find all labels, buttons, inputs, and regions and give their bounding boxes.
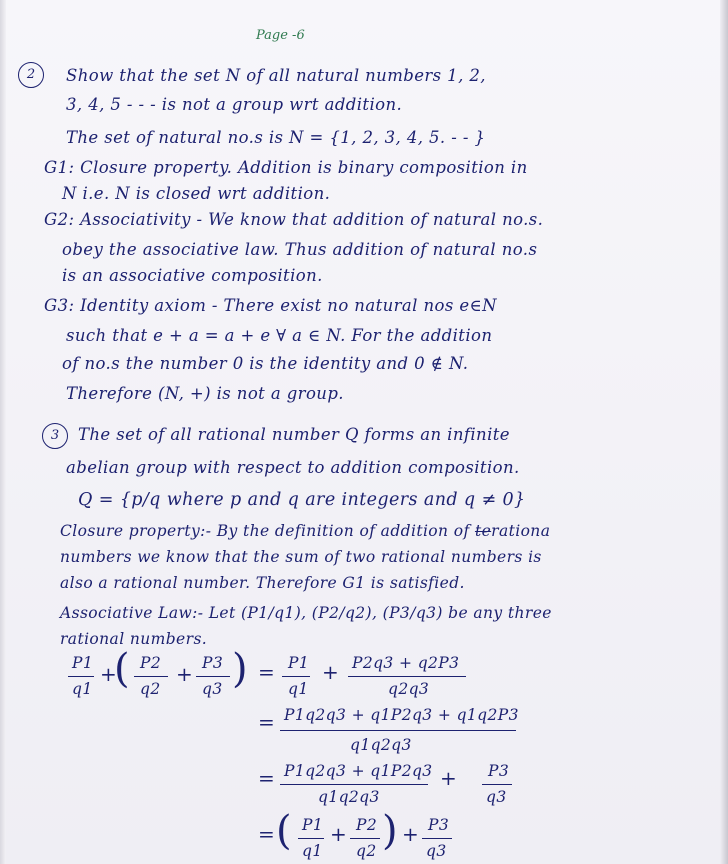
combined-numerator: P1q2q3 + q1P2q3 + q1q2P3 bbox=[284, 706, 519, 724]
q3-associative-line-1: Associative Law:- Let (P1/q1), (P2/q2), (P3/q3) be any three bbox=[60, 604, 552, 622]
fraction-bar bbox=[298, 838, 324, 839]
page-label: Page -6 bbox=[256, 28, 305, 43]
question-3-number: 3 bbox=[42, 423, 68, 449]
frac-q1-denominator: q1 bbox=[72, 680, 93, 698]
q2-set-definition: The set of natural no.s is N = {1, 2, 3, 4, 5. - - } bbox=[66, 128, 486, 147]
combined-denominator: q1q2q3 bbox=[350, 736, 412, 754]
split-numerator: P1q2q3 + q1P2q3 bbox=[284, 762, 433, 780]
q2-g3-line-2: such that e + a = a + e ∀ a ∈ N. For the addition bbox=[66, 326, 493, 345]
q2-statement-line-1: Show that the set N of all natural numbers 1, 2, bbox=[66, 66, 486, 85]
q3-statement-line-1: The set of all rational number Q forms an infinite bbox=[78, 425, 510, 444]
q2-g1-line-2: N i.e. N is closed wrt addition. bbox=[62, 184, 331, 203]
open-paren: ( bbox=[276, 808, 292, 854]
plus-sign: + bbox=[330, 822, 347, 846]
equals-sign: = bbox=[258, 660, 275, 684]
frac-q1-denominator: q1 bbox=[288, 680, 309, 698]
equals-sign: = bbox=[258, 710, 275, 734]
fraction-bar bbox=[282, 676, 310, 677]
frac-p1-numerator: P1 bbox=[288, 654, 310, 672]
frac-q2-denominator: q2 bbox=[356, 842, 377, 860]
q2-g1-line-1: G1: Closure property. Addition is binary composition in bbox=[44, 158, 528, 177]
struck-out-text: te bbox=[474, 522, 492, 540]
frac-p1-numerator: P1 bbox=[72, 654, 94, 672]
fraction-bar bbox=[280, 784, 428, 785]
frac-q3-denominator: q3 bbox=[202, 680, 223, 698]
q3-associative-line-2: rational numbers. bbox=[60, 630, 208, 648]
q2-g2-line-2: obey the associative law. Thus addition of natural no.s bbox=[62, 240, 538, 259]
q2-g3-conclusion: Therefore (N, +) is not a group. bbox=[66, 384, 344, 403]
frac-p2-numerator: P2 bbox=[356, 816, 378, 834]
fraction-bar bbox=[482, 784, 512, 785]
fraction-bar bbox=[350, 838, 380, 839]
q2-g2-line-1: G2: Associativity - We know that addition of natural no.s. bbox=[44, 210, 544, 229]
frac-p3-numerator: P3 bbox=[428, 816, 450, 834]
q2-g3-line-3: of no.s the number 0 is the identity and 0 ∉ N. bbox=[62, 354, 469, 373]
q3-closure-line-2: numbers we know that the sum of two rational numbers is bbox=[60, 548, 542, 566]
open-paren: ( bbox=[114, 646, 130, 692]
closure-text-b: rationa bbox=[491, 522, 551, 540]
frac-p1-numerator: P1 bbox=[302, 816, 324, 834]
fraction-bar bbox=[280, 730, 516, 731]
frac-p2-numerator: P2 bbox=[140, 654, 162, 672]
plus-sign: + bbox=[440, 766, 457, 790]
frac-q2-denominator: q2 bbox=[140, 680, 161, 698]
plus-sign: + bbox=[402, 822, 419, 846]
q3-closure-line-3: also a rational number. Therefore G1 is satisfied. bbox=[60, 574, 465, 592]
fraction-bar bbox=[348, 676, 466, 677]
closure-text-a: Closure property:- By the definition of addition of bbox=[60, 522, 475, 540]
plus-sign: + bbox=[322, 660, 339, 684]
fraction-bar bbox=[68, 676, 94, 677]
close-paren: ) bbox=[232, 646, 248, 692]
q3-closure-line-1 bbox=[60, 522, 550, 540]
frac-q3-denominator: q3 bbox=[426, 842, 447, 860]
sum-numerator: P2q3 + q2P3 bbox=[352, 654, 460, 672]
frac-p3-numerator: P3 bbox=[488, 762, 510, 780]
question-2-number: 2 bbox=[18, 62, 44, 88]
sum-denominator: q2q3 bbox=[388, 680, 430, 698]
q2-g2-line-3: is an associative composition. bbox=[62, 266, 323, 285]
fraction-bar bbox=[134, 676, 168, 677]
plus-sign: + bbox=[176, 662, 193, 686]
split-denominator: q1q2q3 bbox=[318, 788, 380, 806]
frac-q3-denominator: q3 bbox=[486, 788, 507, 806]
q3-set-definition: Q = {p/q where p and q are integers and q ≠ 0} bbox=[78, 490, 526, 510]
equals-sign: = bbox=[258, 822, 275, 846]
fraction-bar bbox=[196, 676, 230, 677]
q2-statement-line-2: 3, 4, 5 - - - is not a group wrt addition. bbox=[66, 95, 403, 114]
close-paren: ) bbox=[382, 808, 398, 854]
frac-p3-numerator: P3 bbox=[202, 654, 224, 672]
frac-q1-denominator: q1 bbox=[302, 842, 323, 860]
fraction-bar bbox=[422, 838, 452, 839]
q2-g3-line-1: G3: Identity axiom - There exist no natural nos e∈N bbox=[44, 296, 497, 315]
plus-sign: + bbox=[100, 662, 117, 686]
equals-sign: = bbox=[258, 766, 275, 790]
q3-statement-line-2: abelian group with respect to addition composition. bbox=[66, 458, 520, 477]
